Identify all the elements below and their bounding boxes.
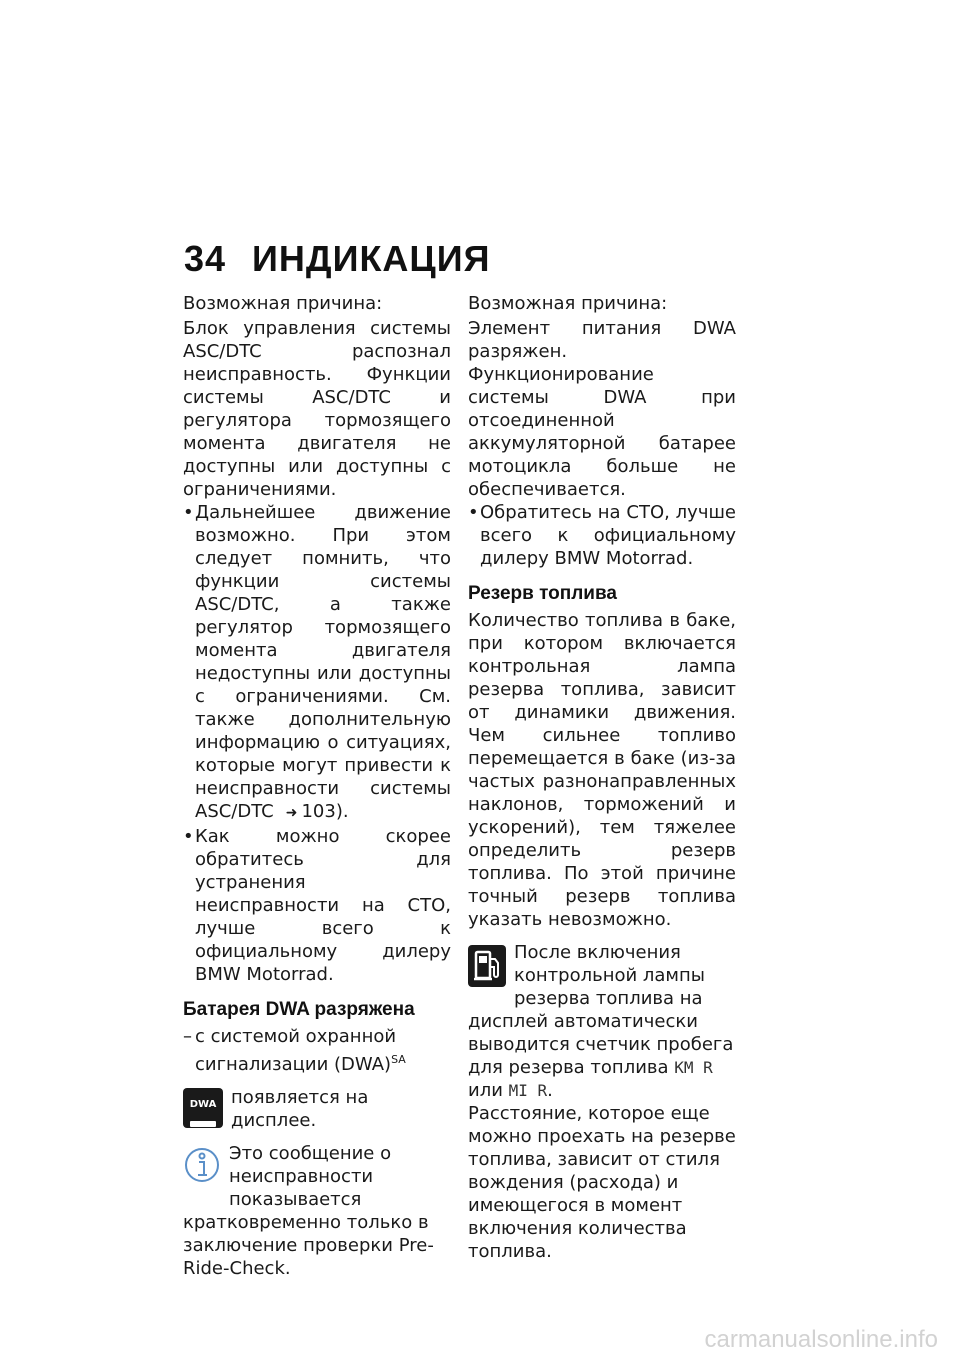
info-icon: [183, 1144, 221, 1186]
page-reference: 103).: [301, 801, 349, 822]
cause-label: Возможная причина:: [183, 293, 383, 314]
bullet-text: Дальнейшее движение возможно. При этом следует помнить, что функции системы ASC/DTC, а также регулятор тормозящего момента двигателя недоступны или доступны с ограничениями. См. также дополнительную информацию о ситуациях, которые могут привести к неисправности системы ASC/DTC: [195, 502, 451, 822]
special-accessory-mark: SA: [391, 1053, 406, 1066]
fuel-distance-text: Расстояние, которое еще можно проехать на резерве топлива, зависит от стиля вождения (расхода) и имеющегося в момент включения количества топлива.: [468, 1103, 736, 1262]
cause-label: Возможная причина:: [468, 293, 668, 314]
cause-text: Элемент питания DWA разряжен. Функционирование системы DWA при отсоединенной аккумуляторной батарее мотоцикла больше не обеспечивается.: [468, 318, 736, 500]
cause-text: Блок управления системы ASC/DTC распознал неисправность. Функции системы ASC/DTC и регулятора тормозящего момента двигателя не доступны или доступны с ограничениями.: [183, 318, 451, 500]
page-title: ИНДИКАЦИЯ: [252, 238, 491, 279]
dwa-display-text: появляется на дисплее.: [231, 1087, 369, 1131]
watermark: carmanualsonline.info: [704, 1326, 938, 1353]
fuel-indicator-note: После включения контрольной лампы резерва топлива на дисплей автоматически выводится счетчик пробега для резерва топлива KM R или MI R.: [468, 942, 734, 1101]
dwa-icon-label: DWA: [189, 1099, 217, 1110]
info-note: [183, 1142, 451, 1280]
or-word: или: [468, 1080, 503, 1101]
dwa-battery-icon: [183, 1088, 223, 1128]
right-column: [468, 292, 736, 1263]
page-reference-arrow-icon: ➜: [285, 805, 298, 821]
page-number: 34: [184, 238, 227, 279]
dwa-display-note: [183, 1086, 451, 1132]
left-column: [183, 292, 451, 1280]
section-title-dwa: Батарея DWA разряжена: [183, 999, 415, 1020]
info-text: Это сообщение о неисправности показывается кратковременно только в заключение проверки Pre-Ride-Check.: [183, 1143, 434, 1279]
dwa-condition-text: с системой охранной сигнализации (DWA): [195, 1026, 397, 1075]
bullet-item: • Как можно скорее обратитесь для устранения неисправности на СТО, лучше всего к официальному дилеру BMW Motorrad.: [183, 825, 451, 986]
page-header: [184, 238, 490, 280]
bullet-item: • Обратитесь на СТО, лучше всего к официальному дилеру BMW Motorrad.: [468, 501, 736, 570]
bullet-item: [183, 501, 451, 825]
dwa-condition: [183, 1025, 451, 1076]
fuel-icon-text: После включения контрольной лампы резерва топлива на дисплей автоматически выводится счетчик пробега для резерва топлива: [468, 942, 734, 1078]
fuel-reserve-text: Количество топлива в баке, при котором включается контрольная лампа резерва топлива, зависит от динамики движения. Чем сильнее топливо перемещается в баке (из-за частых разнонаправленных наклонов, торможений и ускорений), тем тяжелее определить резерв топлива. По этой причине точный резерв топлива указать невозможно.: [468, 610, 736, 930]
trip-counter-km-r: KM R: [674, 1058, 713, 1077]
trip-counter-mi-r: MI R: [508, 1081, 548, 1100]
fuel-pump-icon: [468, 945, 506, 987]
section-title-fuel: Резерв топлива: [468, 583, 617, 604]
